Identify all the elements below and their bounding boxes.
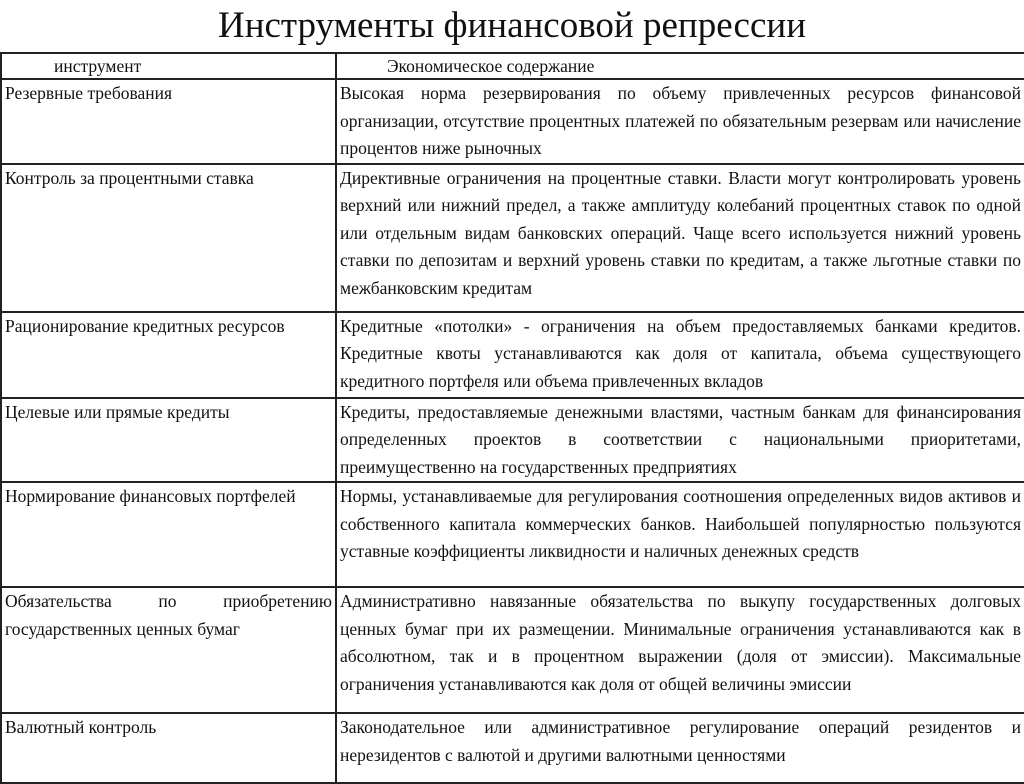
table-row	[1, 587, 1024, 713]
content-cell: Высокая норма резервирования по объему привлеченных ресурсов финансовой организации, отсутствие процентных платежей по обязательным резервам или начисление процентов ниже рыночных	[336, 79, 1024, 164]
table-row	[1, 79, 1024, 164]
tool-cell: Рационирование кредитных ресурсов	[1, 312, 336, 398]
content-cell: Административно навязанные обязательства по выкупу государственных долговых ценных бумаг при их размещении. Минимальные ограничения устанавливаются как в абсолютном, так и в процентном выражении (доля от эмиссии). Максимальные ограничения устанавливаются как доля от общей величины эмиссии	[336, 587, 1024, 713]
table-row	[1, 482, 1024, 587]
content-cell: Законодательное или административное регулирование операций резидентов и нерезидентов с валютой и другими валютными ценностями	[336, 713, 1024, 783]
tool-cell: Целевые или прямые кредиты	[1, 398, 336, 483]
tool-cell: Нормирование финансовых портфелей	[1, 482, 336, 587]
table-row	[1, 312, 1024, 398]
table-header-row	[1, 53, 1024, 79]
table-row	[1, 398, 1024, 483]
slide-title: Инструменты финансовой репрессии	[217, 5, 806, 46]
content-cell: Нормы, устанавливаемые для регулирования соотношения определенных видов активов и собственного капитала коммерческих банков. Наибольшей популярностью пользуются уставные коэффициенты ликвидности и наличных денежных средств	[336, 482, 1024, 587]
header-content: Экономическое содержание	[336, 53, 1024, 79]
content-cell: Кредиты, предоставляемые денежными властями, частным банкам для финансирования определенных проектов в соответствии с национальными приоритетами, преимущественно на государственных предприятиях	[336, 398, 1024, 483]
table-row	[1, 164, 1024, 312]
content-cell: Директивные ограничения на процентные ставки. Власти могут контролировать уровень верхний или нижний предел, а также амплитуду колебаний процентных ставок по одной или отдельным видам банковских операций. Чаще всего используется нижний уровень ставки по депозитам и верхний уровень ставки по кредитам, а также льготные ставки по межбанковским кредитам	[336, 164, 1024, 312]
tool-cell: Контроль за процентными ставка	[1, 164, 336, 312]
content-cell: Кредитные «потолки» - ограничения на объем предоставляемых банками кредитов. Кредитные квоты устанавливаются как доля от капитала, объема существующего кредитного портфеля или объема привлеченных вкладов	[336, 312, 1024, 398]
header-tool: инструмент	[1, 53, 336, 79]
tool-cell: Валютный контроль	[1, 713, 336, 783]
tool-cell: Резервные требования	[1, 79, 336, 164]
table-row	[1, 713, 1024, 783]
repression-tools-table	[0, 52, 1024, 784]
tool-cell: Обязательства по приобретению государственных ценных бумаг	[1, 587, 336, 713]
